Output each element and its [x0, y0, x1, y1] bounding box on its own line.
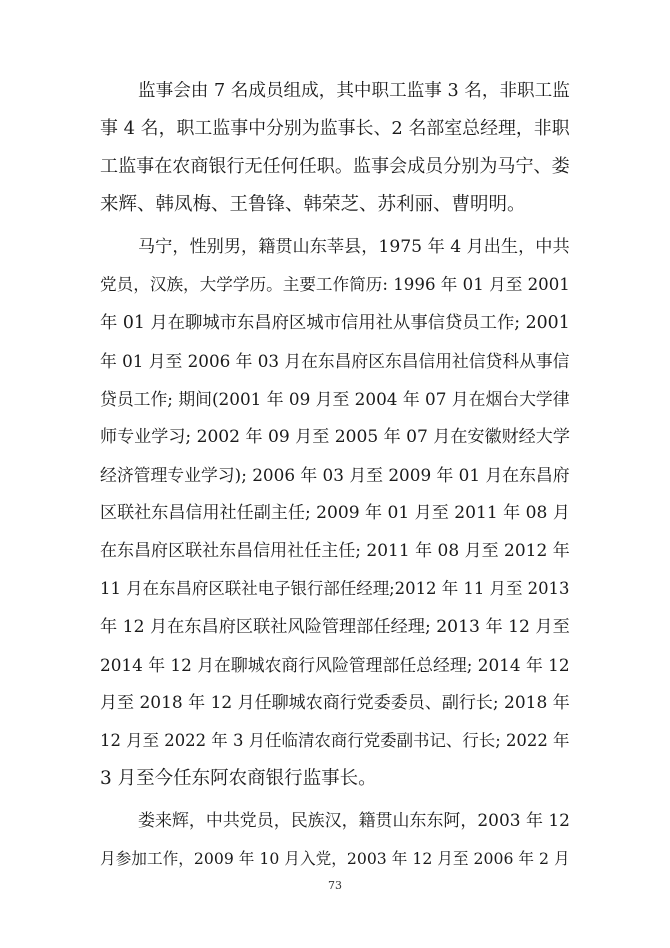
text-line: 区联社东昌信用社任副主任; 2009 年 01 月至 2011 年 08 月	[100, 503, 570, 523]
text-line: 年 01 月在聊城市东昌府区城市信用社从事信贷员工作; 2001	[100, 313, 570, 333]
text-line: 贷员工作; 期间(2001 年 09 月至 2004 年 07 月在烟台大学律	[100, 389, 570, 409]
text-line: 事 4 名，职工监事中分别为监事长、2 名部室总经理，非职	[100, 118, 570, 139]
text-line: 工监事在农商银行无任何任职。监事会成员分别为马宁、娄	[100, 156, 570, 177]
text-line: 在东昌府区联社东昌信用社任主任; 2011 年 08 月至 2012 年	[100, 541, 570, 561]
text-line: 3 月至今任东阿农商银行监事长。	[100, 768, 377, 789]
text-line: 月参加工作，2009 年 10 月入党，2003 年 12 月至 2006 年 2 月	[100, 849, 570, 868]
text-line: 11 月在东昌府区联社电子银行部任经理;2012 年 11 月至 2013	[100, 579, 570, 598]
text-line: 马宁，性别男，籍贯山东莘县，1975 年 4 月出生，中共	[138, 237, 570, 257]
text-line: 月至 2018 年 12 月任聊城农商行党委委员、副行长; 2018 年	[100, 693, 570, 713]
page-number: 73	[328, 879, 342, 892]
text-line: 12 月至 2022 年 3 月任临清农商行党委副书记、行长; 2022 年	[100, 731, 570, 750]
text-line: 党员，汉族，大学学历。主要工作简历: 1996 年 01 月至 2001	[100, 275, 570, 294]
text-line: 2014 年 12 月在聊城农商行风险管理部任总经理; 2014 年 12	[100, 655, 570, 675]
text-line: 娄来辉，中共党员，民族汉，籍贯山东东阿，2003 年 12	[138, 811, 570, 831]
text-line: 经济管理专业学习); 2006 年 03 月至 2009 年 01 月在东昌府	[100, 465, 570, 485]
text-line: 年 01 月至 2006 年 03 月在东昌府区东昌信用社信贷科从事信	[100, 351, 570, 371]
text-line: 师专业学习; 2002 年 09 月至 2005 年 07 月在安徽财经大学	[100, 427, 570, 447]
text-line: 监事会由 7 名成员组成，其中职工监事 3 名，非职工监	[138, 81, 570, 101]
text-line: 来辉、韩凤梅、王鲁锋、韩荣芝、苏利丽、曹明明。	[100, 194, 526, 215]
text-line: 年 12 月在东昌府区联社风险管理部任经理; 2013 年 12 月至	[100, 617, 570, 637]
